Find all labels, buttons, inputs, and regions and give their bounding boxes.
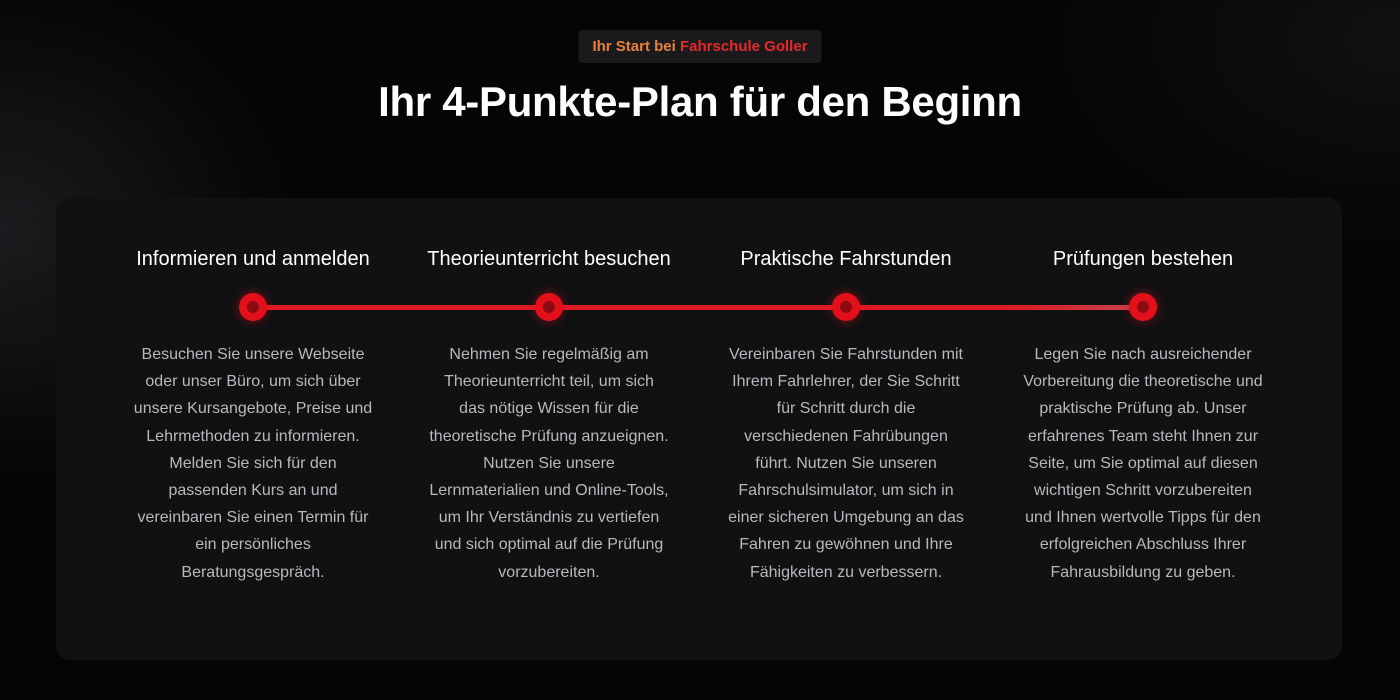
step-title: Prüfungen bestehen — [1052, 248, 1234, 270]
badge-brand: Fahrschule Goller — [679, 38, 808, 55]
step-description: Vereinbaren Sie Fahrstunden mit Ihrem Fahrlehrer, der Sie Schritt für Schritt durch die verschiedenen Fahrübungen führt. Nutzen Sie unseren Fahrschulsimulator, um sich in einer sicheren Umgebung an das Fahren zu gewöhnen und Ihre Fähigkeiten zu verbessern. — [728, 346, 964, 581]
page-title: Ihr 4-Punkte-Plan für den Beginn — [378, 78, 1022, 125]
step-title: Praktische Fahrstunden — [740, 248, 952, 270]
step-description: Besuchen Sie unsere Webseite oder unser Büro, um sich über unsere Kursangebote, Preise und Lehrmethoden zu informieren. Melden Sie sich für den passenden Kurs an und vereinbaren Sie einen Termin für ein persönliches Beratungsgespräch. — [133, 346, 373, 581]
section-badge — [578, 30, 821, 63]
step-title: Informieren und anmelden — [136, 248, 370, 270]
timeline-dot-3 — [832, 293, 860, 321]
timeline-dot-4 — [1129, 293, 1157, 321]
steps-panel — [56, 198, 1342, 660]
timeline-dot-1 — [239, 293, 267, 321]
step-description: Nehmen Sie regelmäßig am Theorieunterricht teil, um sich das nötige Wissen für die theoretische Prüfung anzueignen. Nutzen Sie unsere Lernmaterialien und Online-Tools, um Ihr Verständnis zu vertiefen und sich optimal auf die Prüfung vorzubereiten. — [429, 346, 669, 581]
step-description: Legen Sie nach ausreichender Vorbereitung die theoretische und praktische Prüfung ab. Unser erfahrenes Team steht Ihnen zur Seite, um Sie optimal auf diesen wichtigen Schritt vorzubereiten und Ihnen wertvolle Tipps für den erfolgreichen Abschluss Ihrer Fahrausbildung zu geben. — [1023, 346, 1263, 581]
step-title: Theorieunterricht besuchen — [427, 248, 671, 270]
badge-prefix: Ihr Start bei — [592, 38, 676, 55]
timeline-line — [253, 305, 1143, 310]
timeline-dot-2 — [535, 293, 563, 321]
